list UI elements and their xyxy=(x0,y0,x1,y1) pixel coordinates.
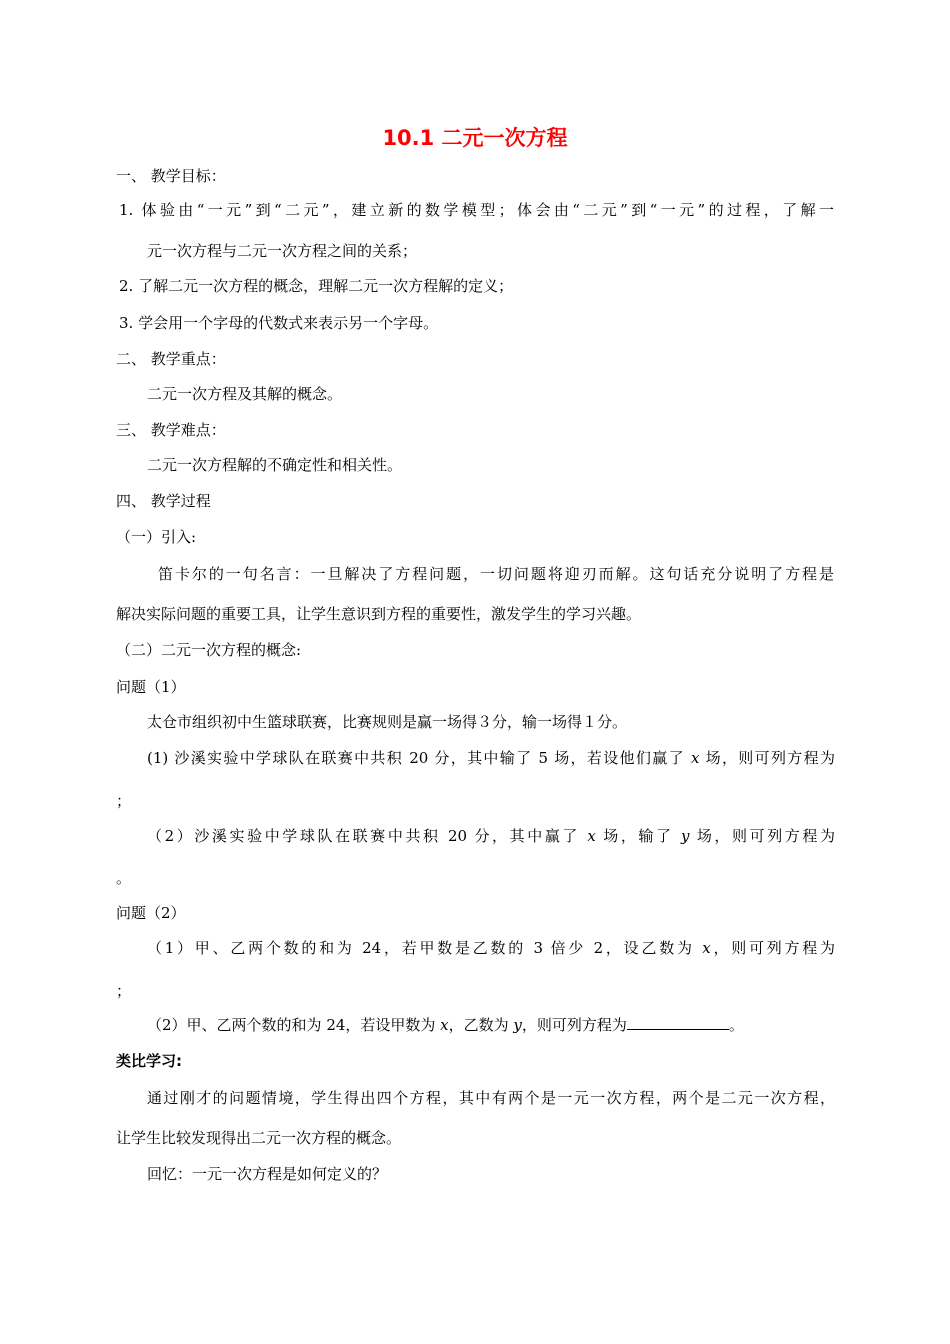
part2-heading: （二）二元一次方程的概念: xyxy=(116,641,302,659)
q2-p2-var-y: y xyxy=(513,1016,522,1034)
key-points-text: 二元一次方程及其解的概念。 xyxy=(147,385,343,403)
q1-p1-post: 场，则可列方程为 xyxy=(699,749,835,767)
q1-p1-var: x xyxy=(691,749,700,767)
q2-p2-var-x: x xyxy=(440,1016,449,1034)
q2-p2-pre: （2）甲、乙两个数的和为 24，若设甲数为 xyxy=(147,1016,441,1034)
section-heading-objectives: 一、 教学目标： xyxy=(116,167,226,185)
part1-heading: （一）引入: xyxy=(116,528,197,546)
part1-paragraph-cont: 解决实际问题的重要工具，让学生意识到方程的重要性，激发学生的学习兴趣。 xyxy=(116,605,642,623)
question-1-part-1 xyxy=(147,748,835,768)
question-1-intro: 太仓市组织初中生篮球联赛，比赛规则是赢一场得３分，输一场得１分。 xyxy=(147,713,628,731)
q1-p2-post: 场，则可列方程为 xyxy=(689,827,835,845)
question-1-part-2 xyxy=(147,826,835,846)
recall-question: 回忆：一元一次方程是如何定义的？ xyxy=(147,1165,388,1183)
section-heading-difficulties: 三、 教学难点： xyxy=(116,421,226,439)
analogy-paragraph: 通过刚才的问题情境，学生得出四个方程，其中有两个是一元一次方程，两个是二元一次方程， xyxy=(147,1089,835,1107)
analogy-heading: 类比学习: xyxy=(116,1052,182,1070)
question-2-part-2 xyxy=(147,1015,744,1035)
q1-p2-pre: （2）沙溪实验中学球队在联赛中共积 20 分，其中赢了 xyxy=(147,827,588,845)
q1-p2-mid: 场，输了 xyxy=(595,827,681,845)
objective-item-3: 3. 学会用一个字母的代数式来表示另一个字母。 xyxy=(119,314,439,332)
q1-p2-var-x: x xyxy=(587,827,596,845)
question-1-part-1-end: ； xyxy=(116,792,132,810)
q2-p2-mid: ，乙数为 xyxy=(448,1016,514,1034)
part1-paragraph: 笛卡尔的一句名言：一旦解决了方程问题，一切问题将迎刃而解。这句话充分说明了方程是 xyxy=(158,565,834,583)
question-2-part-1-end: ； xyxy=(116,982,132,1000)
question-1-part-2-end: 。 xyxy=(116,869,132,887)
q2-p1-post: ，则可列方程为 xyxy=(710,939,835,957)
q2-p1-pre: （1）甲、乙两个数的和为 24，若甲数是乙数的 3 倍少 2，设乙数为 xyxy=(147,939,703,957)
difficulties-text: 二元一次方程解的不确定性和相关性。 xyxy=(147,456,403,474)
question-2-label: 问题（2） xyxy=(116,904,186,922)
analogy-paragraph-cont: 让学生比较发现得出二元一次方程的概念。 xyxy=(116,1129,402,1147)
page-title: 10.1 二元一次方程 xyxy=(382,126,568,150)
q2-p1-var: x xyxy=(702,939,711,957)
section-heading-process: 四、 教学过程 xyxy=(116,492,211,510)
question-2-part-1 xyxy=(147,938,835,958)
objective-item-1-cont: 元一次方程与二元一次方程之间的关系； xyxy=(147,242,418,260)
answer-blank xyxy=(627,1015,729,1030)
q2-p2-end: 。 xyxy=(728,1016,744,1034)
q1-p1-pre: (1) 沙溪实验中学球队在联赛中共积 20 分，其中输了 5 场，若设他们赢了 xyxy=(147,749,692,767)
objective-item-2: 2. 了解二元一次方程的概念，理解二元一次方程解的定义； xyxy=(119,277,514,295)
objective-item-1: 1. 体验由“一元”到“二元”，建立新的数学模型；体会由“二元”到“一元”的过程，了解一 xyxy=(119,201,834,219)
q2-p2-post: ，则可列方程为 xyxy=(521,1016,627,1034)
section-heading-key-points: 二、 教学重点： xyxy=(116,350,226,368)
q1-p2-var-y: y xyxy=(680,827,690,845)
question-1-label: 问题（1） xyxy=(116,678,186,696)
